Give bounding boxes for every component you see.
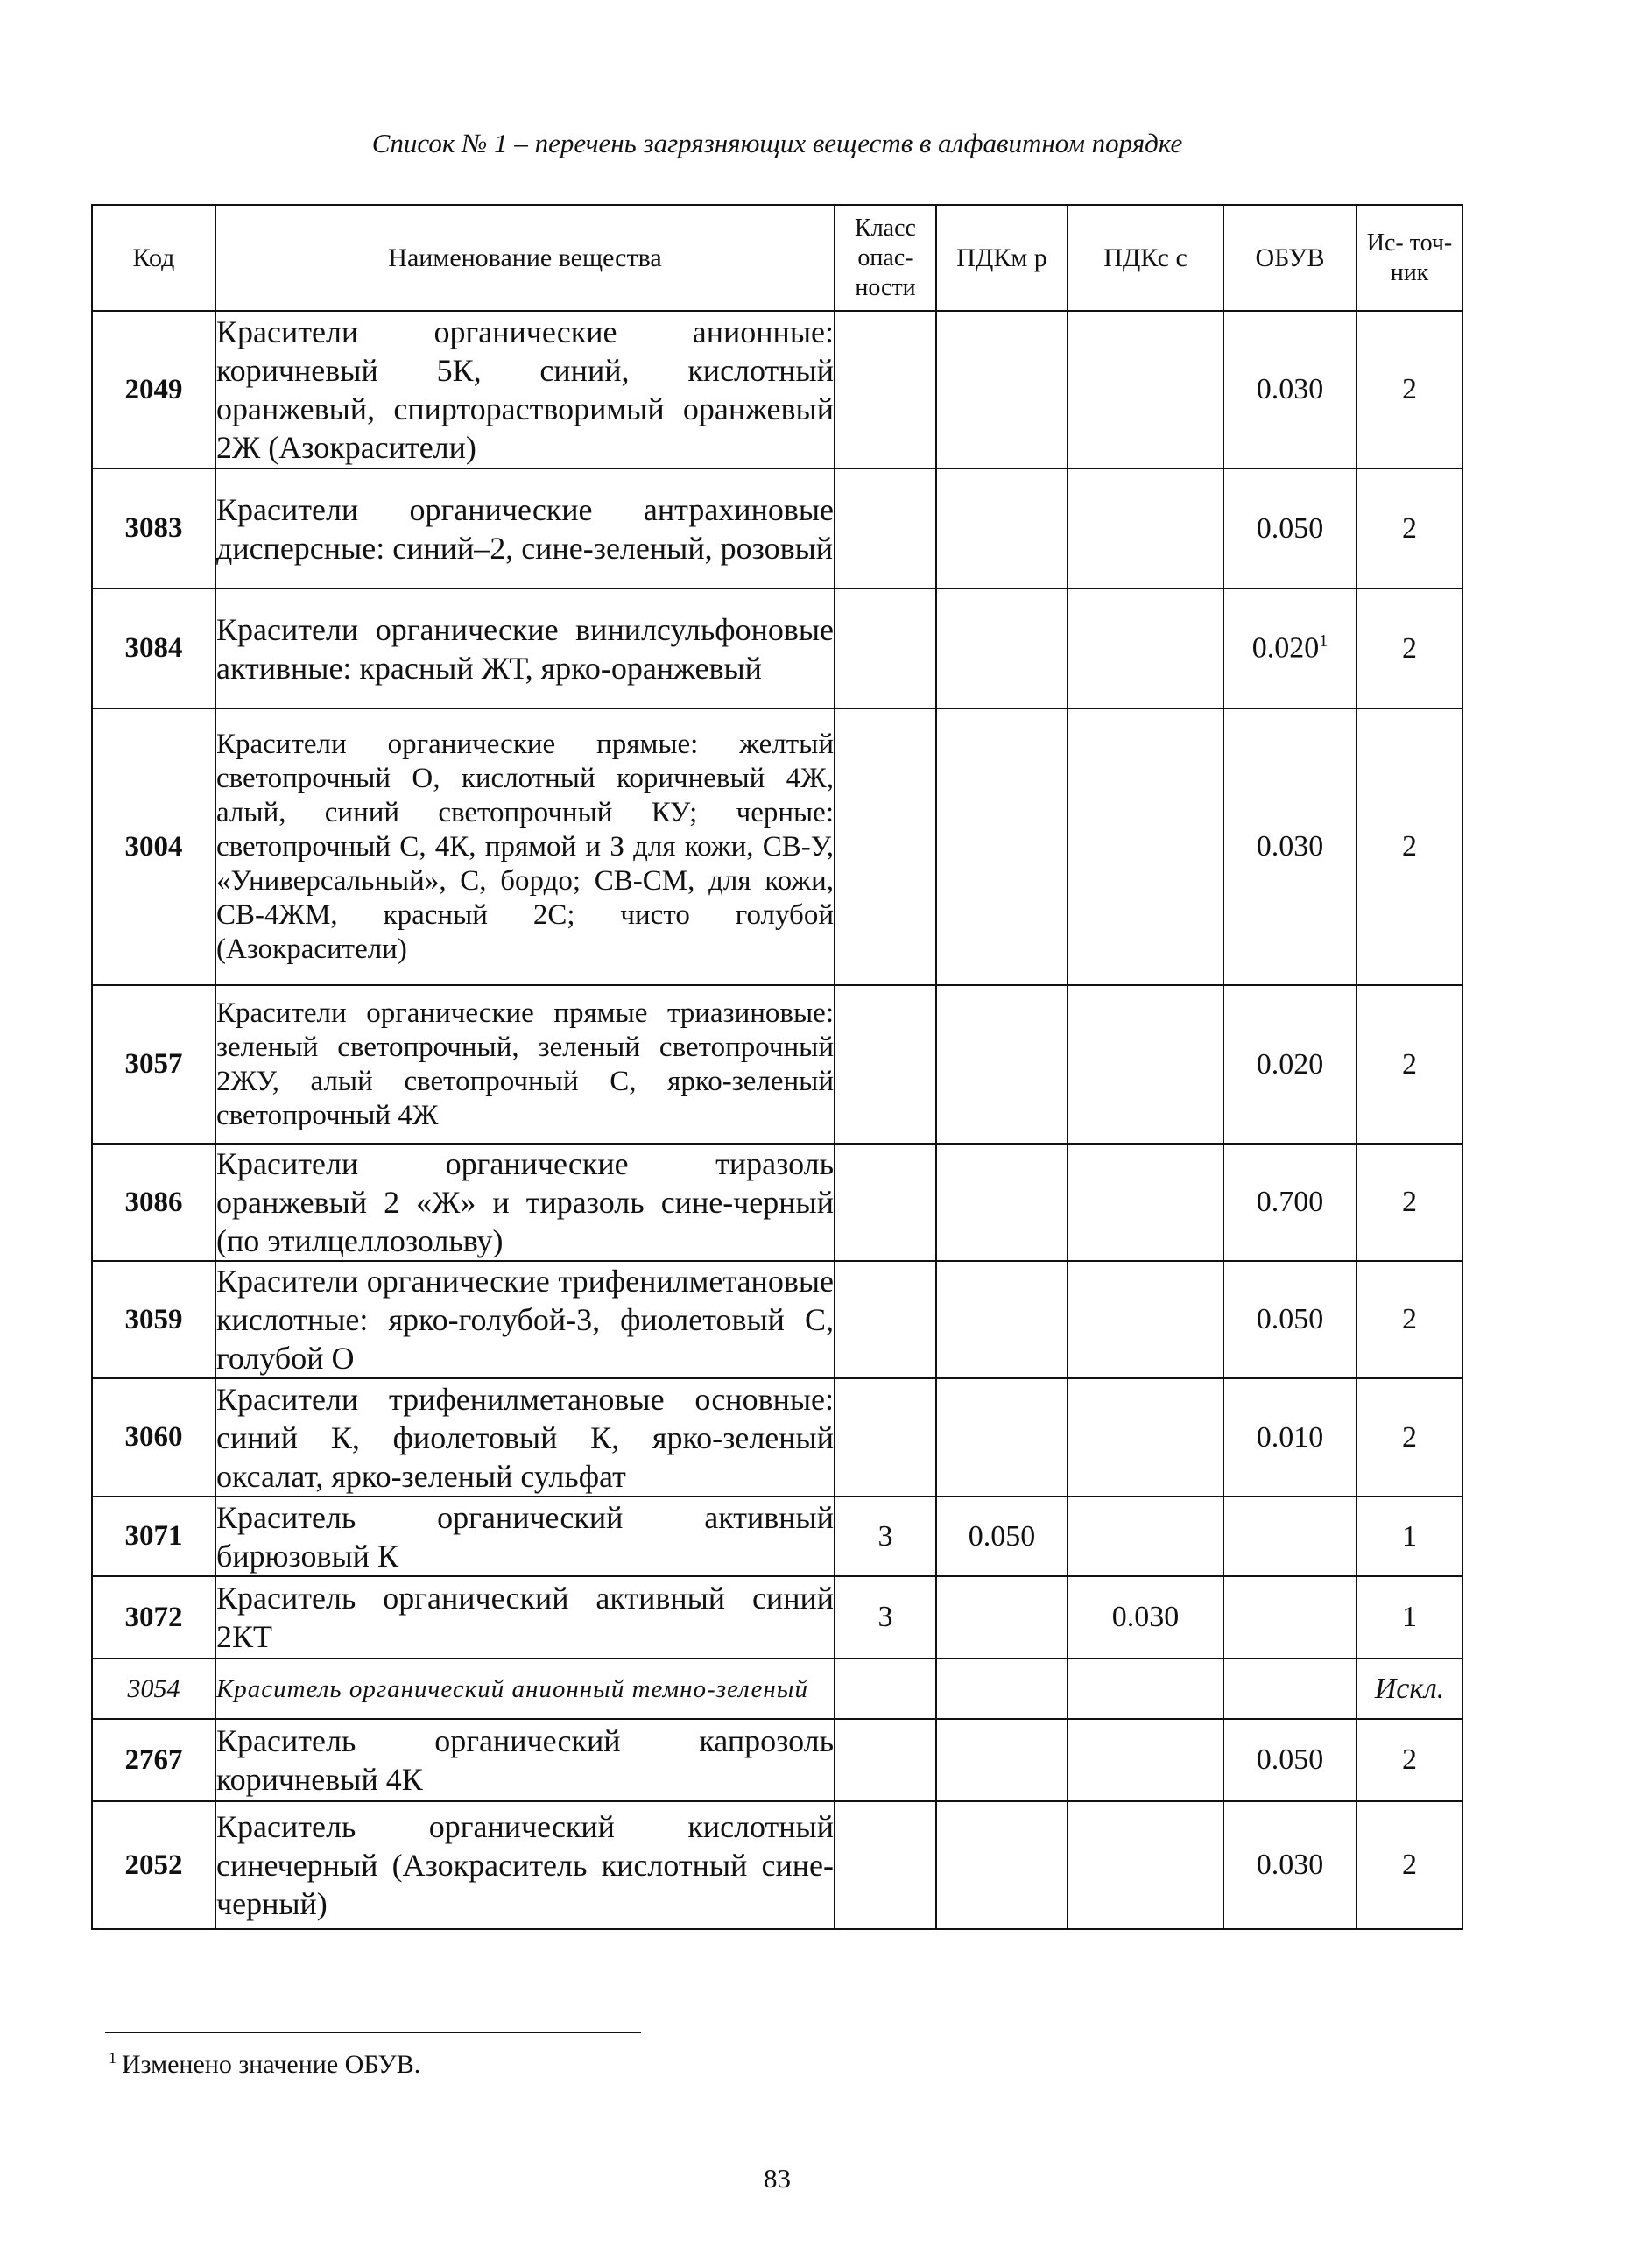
cell-obuv: 0.010 bbox=[1223, 1378, 1357, 1497]
cell-code: 3071 bbox=[92, 1497, 215, 1576]
cell-code: 3059 bbox=[92, 1261, 215, 1378]
cell-obuv: 0.020 bbox=[1223, 985, 1357, 1144]
table-row bbox=[92, 1576, 1462, 1659]
cell-source: 2 bbox=[1357, 1261, 1462, 1378]
table-row bbox=[92, 588, 1462, 708]
table-body bbox=[92, 311, 1462, 1929]
cell-pdk-mr bbox=[936, 1801, 1068, 1929]
cell-name: Красители органические тиразоль оранжевый 2 «Ж» и тиразоль сине-черный (по этилцеллозольву) bbox=[215, 1144, 835, 1261]
cell-pdk-ss bbox=[1068, 1378, 1223, 1497]
cell-hazard-class bbox=[835, 1801, 936, 1929]
cell-obuv bbox=[1223, 1659, 1357, 1719]
cell-pdk-mr bbox=[936, 1378, 1068, 1497]
cell-name: Краситель органический активный бирюзовый К bbox=[215, 1497, 835, 1576]
cell-hazard-class bbox=[835, 708, 936, 985]
header-obuv: ОБУВ bbox=[1223, 205, 1357, 311]
cell-source: Искл. bbox=[1357, 1659, 1462, 1719]
header-row bbox=[92, 205, 1462, 311]
cell-pdk-ss: 0.030 bbox=[1068, 1576, 1223, 1659]
cell-name: Краситель органический капрозоль коричневый 4К bbox=[215, 1719, 835, 1801]
cell-obuv: 0.050 bbox=[1223, 468, 1357, 588]
cell-name: Красители органические прямые триазиновые: зеленый светопрочный, зеленый светопрочный 2ЖУ, алый светопрочный С, ярко-зеленый светопрочный 4Ж bbox=[215, 985, 835, 1144]
cell-source: 2 bbox=[1357, 1801, 1462, 1929]
header-pdk-mr: ПДКм р bbox=[936, 205, 1068, 311]
cell-pdk-mr bbox=[936, 1144, 1068, 1261]
cell-name: Красители органические анионные: коричневый 5К, синий, кислотный оранжевый, спирторастворимый оранжевый 2Ж (Азокрасители) bbox=[215, 311, 835, 468]
substances-table bbox=[91, 204, 1463, 1930]
cell-source: 2 bbox=[1357, 1378, 1462, 1497]
cell-obuv: 0.050 bbox=[1223, 1719, 1357, 1801]
cell-pdk-mr bbox=[936, 1659, 1068, 1719]
cell-hazard-class bbox=[835, 1261, 936, 1378]
cell-obuv: 0.050 bbox=[1223, 1261, 1357, 1378]
table-row bbox=[92, 708, 1462, 985]
cell-pdk-mr bbox=[936, 1719, 1068, 1801]
header-source: Ис- точ- ник bbox=[1357, 205, 1462, 311]
header-name: Наименование вещества bbox=[215, 205, 835, 311]
cell-name: Красители органические прямые: желтый светопрочный О, кислотный коричневый 4Ж, алый, синий светопрочный КУ; черные: светопрочный С, 4К, прямой и З для кожи, СВ-У, «Универсальный», С, бордо; СВ-СМ, для кожи, СВ-4ЖМ, красный 2С; чисто голубой (Азокрасители) bbox=[215, 708, 835, 985]
cell-source: 2 bbox=[1357, 985, 1462, 1144]
cell-source: 1 bbox=[1357, 1576, 1462, 1659]
cell-name: Красители органические трифенилметановые кислотные: ярко-голубой-3, фиолетовый С, голубой О bbox=[215, 1261, 835, 1378]
cell-obuv: 0.020$^1$ bbox=[1223, 588, 1357, 708]
cell-pdk-ss bbox=[1068, 1497, 1223, 1576]
cell-name: Красители органические винилсульфоновые активные: красный ЖТ, ярко-оранжевый bbox=[215, 588, 835, 708]
cell-code: 3072 bbox=[92, 1576, 215, 1659]
cell-name: Краситель органический кислотный синечерный (Азокраситель кислотный сине-черный) bbox=[215, 1801, 835, 1929]
cell-obuv bbox=[1223, 1497, 1357, 1576]
table-caption: Список № 1 – перечень загрязняющих веществ в алфавитном порядке bbox=[371, 128, 1183, 158]
cell-code: 3084 bbox=[92, 588, 215, 708]
cell-pdk-mr bbox=[936, 468, 1068, 588]
cell-source: 2 bbox=[1357, 708, 1462, 985]
page-number: 83 bbox=[764, 2163, 791, 2194]
cell-source: 2 bbox=[1357, 588, 1462, 708]
cell-pdk-ss bbox=[1068, 468, 1223, 588]
footnote-mark: 1 bbox=[109, 2049, 116, 2067]
table-row bbox=[92, 1719, 1462, 1801]
cell-pdk-mr bbox=[936, 708, 1068, 985]
cell-obuv: 0.030 bbox=[1223, 708, 1357, 985]
header-code: Код bbox=[92, 205, 215, 311]
table-row bbox=[92, 1261, 1462, 1378]
table-row bbox=[92, 1659, 1462, 1719]
cell-code: 3060 bbox=[92, 1378, 215, 1497]
table-row bbox=[92, 311, 1462, 468]
cell-pdk-mr bbox=[936, 588, 1068, 708]
cell-code: 2052 bbox=[92, 1801, 215, 1929]
table-row bbox=[92, 1497, 1462, 1576]
cell-source: 2 bbox=[1357, 311, 1462, 468]
cell-pdk-ss bbox=[1068, 1659, 1223, 1719]
cell-code: 2767 bbox=[92, 1719, 215, 1801]
cell-obuv: 0.700 bbox=[1223, 1144, 1357, 1261]
table-row bbox=[92, 468, 1462, 588]
cell-pdk-ss bbox=[1068, 985, 1223, 1144]
table-row bbox=[92, 1144, 1462, 1261]
cell-source: 2 bbox=[1357, 1144, 1462, 1261]
cell-hazard-class bbox=[835, 311, 936, 468]
cell-code: 3004 bbox=[92, 708, 215, 985]
cell-pdk-ss bbox=[1068, 1261, 1223, 1378]
cell-hazard-class: 3 bbox=[835, 1497, 936, 1576]
cell-code: 3086 bbox=[92, 1144, 215, 1261]
cell-hazard-class bbox=[835, 1378, 936, 1497]
footnote-ref: 1 bbox=[1319, 631, 1328, 652]
footnote bbox=[109, 2049, 420, 2080]
header-hazard-class: Класс опас- ности bbox=[835, 205, 936, 311]
cell-source: 2 bbox=[1357, 468, 1462, 588]
cell-pdk-mr bbox=[936, 1261, 1068, 1378]
cell-pdk-ss bbox=[1068, 1144, 1223, 1261]
cell-pdk-mr bbox=[936, 1576, 1068, 1659]
cell-code: 3054 bbox=[92, 1659, 215, 1719]
cell-hazard-class bbox=[835, 985, 936, 1144]
cell-code: 3057 bbox=[92, 985, 215, 1144]
cell-pdk-ss bbox=[1068, 311, 1223, 468]
cell-source: 1 bbox=[1357, 1497, 1462, 1576]
footnote-divider bbox=[105, 2032, 641, 2033]
header-pdk-ss: ПДКс с bbox=[1068, 205, 1223, 311]
cell-name: Краситель органический анионный темно-зеленый bbox=[215, 1659, 835, 1719]
cell-pdk-mr: 0.050 bbox=[936, 1497, 1068, 1576]
cell-hazard-class bbox=[835, 588, 936, 708]
cell-hazard-class: 3 bbox=[835, 1576, 936, 1659]
cell-obuv bbox=[1223, 1576, 1357, 1659]
cell-source: 2 bbox=[1357, 1719, 1462, 1801]
cell-name: Красители органические антрахиновые дисперсные: синий–2, сине-зеленый, розовый bbox=[215, 468, 835, 588]
table-row bbox=[92, 1801, 1462, 1929]
cell-hazard-class bbox=[835, 468, 936, 588]
cell-pdk-mr bbox=[936, 311, 1068, 468]
cell-code: 2049 bbox=[92, 311, 215, 468]
cell-name: Краситель органический активный синий 2КТ bbox=[215, 1576, 835, 1659]
cell-pdk-ss bbox=[1068, 1719, 1223, 1801]
cell-pdk-ss bbox=[1068, 588, 1223, 708]
cell-hazard-class bbox=[835, 1719, 936, 1801]
cell-code: 3083 bbox=[92, 468, 215, 588]
table-row bbox=[92, 985, 1462, 1144]
cell-pdk-mr bbox=[936, 985, 1068, 1144]
cell-obuv: 0.030 bbox=[1223, 311, 1357, 468]
table-row bbox=[92, 1378, 1462, 1497]
footnote-text: Изменено значение ОБУВ. bbox=[122, 2050, 421, 2079]
cell-hazard-class bbox=[835, 1144, 936, 1261]
cell-name: Красители трифенилметановые основные: синий К, фиолетовый К, ярко-зеленый оксалат, ярко-зеленый сульфат bbox=[215, 1378, 835, 1497]
cell-hazard-class bbox=[835, 1659, 936, 1719]
cell-pdk-ss bbox=[1068, 708, 1223, 985]
cell-pdk-ss bbox=[1068, 1801, 1223, 1929]
cell-obuv: 0.030 bbox=[1223, 1801, 1357, 1929]
